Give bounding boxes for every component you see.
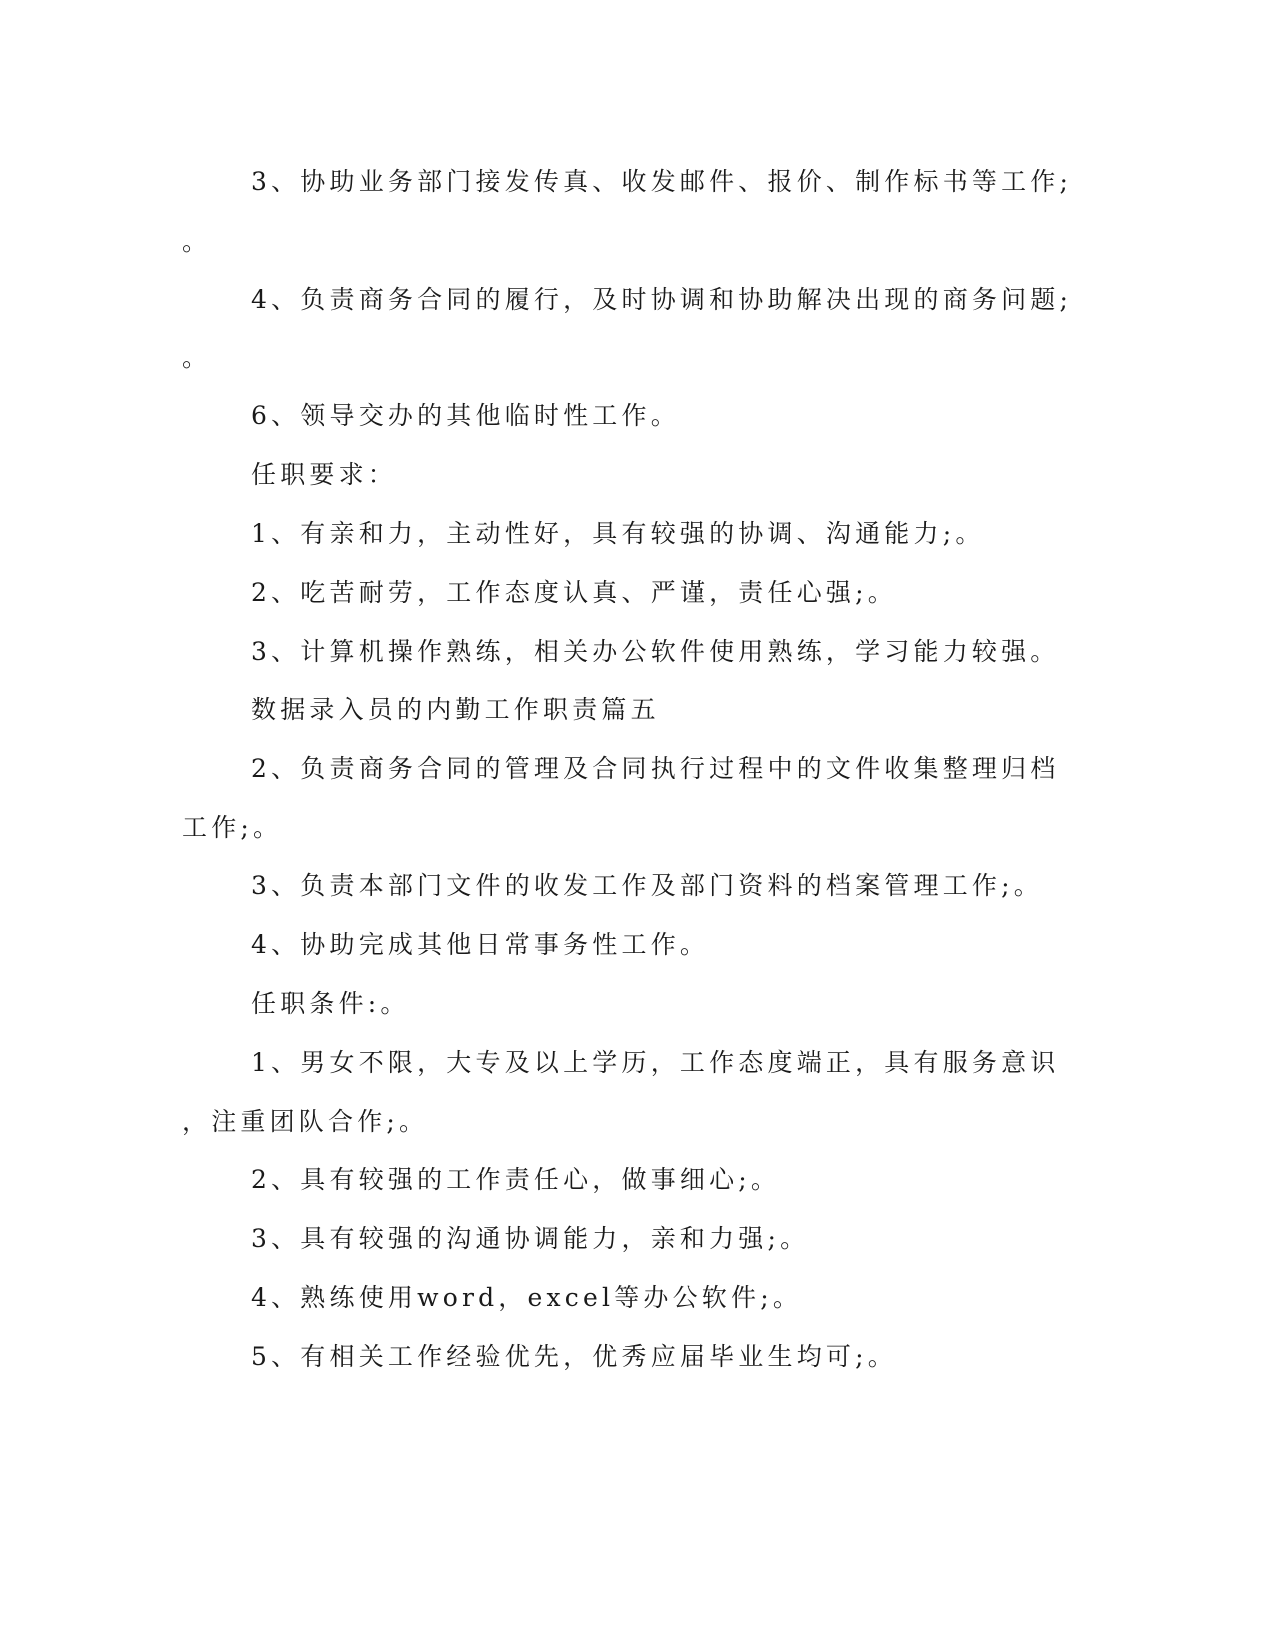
- paragraph-line: 4、负责商务合同的履行，及时协调和协助解决出现的商务问题;: [251, 285, 1073, 314]
- paragraph-line: ，注重团队合作;。: [182, 1107, 429, 1136]
- section-heading: 任职要求：: [251, 460, 398, 489]
- paragraph-line: 3、协助业务部门接发传真、收发邮件、报价、制作标书等工作;: [251, 167, 1073, 196]
- paragraph-line: 。: [182, 227, 212, 256]
- paragraph-line: 1、男女不限，大专及以上学历，工作态度端正，具有服务意识: [251, 1048, 1060, 1077]
- section-heading: 任职条件:。: [251, 989, 410, 1018]
- paragraph-line: 。: [182, 343, 212, 372]
- paragraph-line: 4、熟练使用word，excel等办公软件;。: [251, 1283, 803, 1312]
- paragraph-line: 2、负责商务合同的管理及合同执行过程中的文件收集整理归档: [251, 754, 1060, 783]
- paragraph-line: 4、协助完成其他日常事务性工作。: [251, 930, 710, 959]
- paragraph-line: 2、具有较强的工作责任心，做事细心;。: [251, 1165, 781, 1194]
- paragraph-line: 5、有相关工作经验优先，优秀应届毕业生均可;。: [251, 1342, 897, 1371]
- paragraph-line: 3、具有较强的沟通协调能力，亲和力强;。: [251, 1224, 810, 1253]
- paragraph-line: 工作;。: [182, 813, 283, 842]
- paragraph-line: 2、吃苦耐劳，工作态度认真、严谨，责任心强;。: [251, 578, 897, 607]
- paragraph-line: 3、计算机操作熟练，相关办公软件使用熟练，学习能力较强。: [251, 637, 1060, 666]
- section-heading: 数据录入员的内勤工作职责篇五: [251, 695, 660, 724]
- paragraph-line: 3、负责本部门文件的收发工作及部门资料的档案管理工作;。: [251, 871, 1043, 900]
- paragraph-line: 6、领导交办的其他临时性工作。: [251, 401, 680, 430]
- paragraph-line: 1、有亲和力，主动性好，具有较强的协调、沟通能力;。: [251, 519, 985, 548]
